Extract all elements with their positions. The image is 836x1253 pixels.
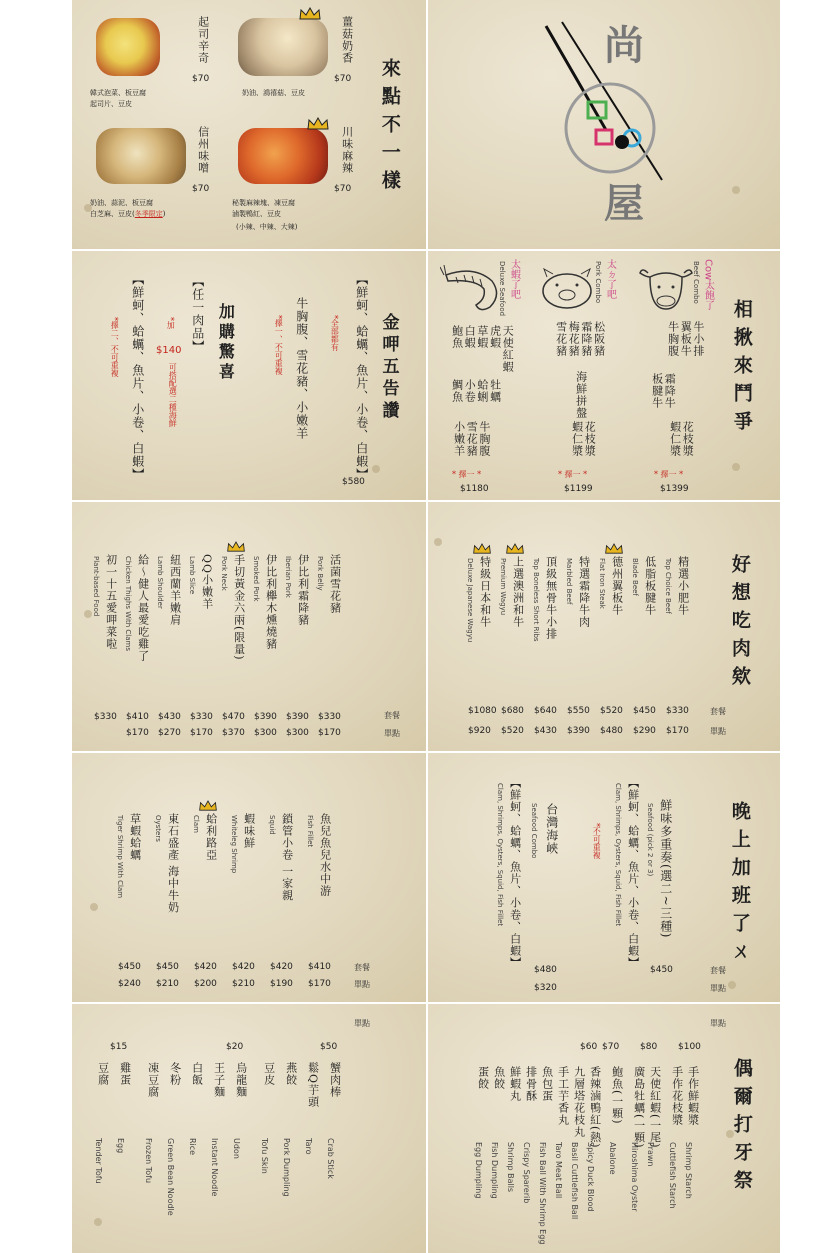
crown-icon	[298, 6, 322, 20]
group-price: $50	[320, 1042, 338, 1052]
price-set: $420	[232, 962, 255, 972]
menu-item-en: Spicy Duck Blood	[586, 1142, 596, 1212]
logo-char: 屋	[604, 180, 644, 227]
price-set: $640	[534, 706, 557, 716]
menu-item-en: Rice	[188, 1138, 198, 1156]
item-name: 川味麻辣	[340, 126, 354, 174]
group-price: $15	[110, 1042, 128, 1052]
menu-item-sub-en: Clam, Shrimps, Oysters, Squid, Fish Fillet	[614, 783, 623, 927]
crown-icon	[306, 116, 330, 130]
combo-meats: 牛胸腹 雪花豬 小嫩羊	[452, 421, 491, 457]
menu-item-name: 烏龍麵	[234, 1062, 248, 1098]
combo-seafood: 花枝漿 蝦仁漿	[668, 421, 695, 457]
price-set: $1080	[468, 706, 497, 716]
menu-item-en: Fish Dumpling	[490, 1142, 500, 1199]
section-title: 來點不一樣	[378, 58, 401, 198]
menu-item-name: 精選小肥牛	[676, 556, 690, 616]
menu-item-en: Smoked Pork	[252, 556, 261, 602]
menu-item-name: 特選霜降牛肉	[577, 556, 591, 628]
menu-item-en: Seafood (pick 2 or 3)	[646, 803, 655, 877]
menu-item-name: 凍豆腐	[146, 1062, 160, 1098]
item-desc: 白芝麻、豆皮(冬季限定)	[90, 210, 166, 218]
sichuan-spicy-photo	[238, 128, 328, 184]
price-set: $420	[270, 962, 293, 972]
price-single: $170	[126, 728, 149, 738]
menu-item-name: 初一十五愛呷菜啦	[104, 554, 118, 650]
price-set: $330	[318, 712, 341, 722]
menu-panel-sides	[72, 1004, 426, 1253]
menu-item-en: Tender Tofu	[94, 1138, 104, 1184]
crown-icon	[505, 540, 529, 554]
logo-char: 尚	[604, 22, 644, 69]
set-price: $580	[342, 477, 365, 487]
menu-item-name: 王子麵	[212, 1062, 226, 1098]
group-price: $100	[678, 1042, 701, 1052]
menu-item-en: Crab Stick	[326, 1138, 336, 1179]
header-single: 單點	[384, 729, 400, 738]
group-price: $60	[580, 1042, 598, 1052]
combo-seafood: 花枝漿 蝦仁漿	[570, 421, 597, 457]
menu-panel-combos	[428, 251, 780, 500]
menu-item-name: 草蝦蛤蠣	[128, 813, 142, 861]
item-price: $70	[334, 74, 352, 84]
menu-item-en: Top Boneless Short Ribs	[532, 558, 541, 642]
menu-item-en: Fish Fillet	[306, 815, 315, 848]
menu-panel-special-broths	[72, 0, 426, 249]
menu-item-en: Abalone	[608, 1142, 618, 1175]
group-price: $20	[226, 1042, 244, 1052]
price-set: $390	[254, 712, 277, 722]
item-desc: 奶油、蒜泥、板豆腐	[90, 199, 153, 207]
item-name: 薑菇奶香	[340, 16, 354, 64]
menu-item-en: Shrimp Balls	[506, 1142, 516, 1193]
item-price: $70	[192, 74, 210, 84]
price-single: $300	[254, 728, 277, 738]
menu-item-name: 德州翼板牛	[610, 556, 624, 616]
menu-item-name: 伊比利霜降豬	[296, 554, 310, 626]
menu-item-en: Basil Cuttlefish Ball	[570, 1142, 580, 1220]
menu-item-en: Seafood Combo	[530, 803, 539, 859]
combo-badge: 太ㄉ了吧	[604, 259, 616, 299]
menu-item-name: 頂級無骨牛小排	[544, 556, 558, 640]
menu-item-en: Crispy Sparerib	[522, 1142, 532, 1204]
menu-item-en: Top Choice Beef	[664, 558, 673, 614]
section-title: 好想吃肉欸	[728, 554, 751, 694]
addon-note: 可搭配選二種海鮮	[168, 363, 178, 427]
price-single: $170	[308, 979, 331, 989]
menu-item-name: 九層塔花枝丸	[572, 1066, 586, 1138]
set-note: *擇一、不可重複	[274, 315, 284, 375]
menu-item-name: 鮮蝦丸	[508, 1066, 522, 1102]
menu-item-en: Fish Ball With Shrimp Egg	[538, 1142, 548, 1245]
price-single: $210	[156, 979, 179, 989]
item-name: 起司辛奇	[196, 16, 210, 64]
price-set: $450	[118, 962, 141, 972]
menu-item-name: 鬆Q芋頭	[306, 1062, 320, 1109]
menu-item-name: 低脂板腱牛	[643, 556, 657, 616]
menu-item-name: 鮮味多重奏(選二~三種)	[658, 799, 673, 939]
menu-item-en: Whiteleg Shrimp	[230, 815, 239, 874]
menu-item-name: 香辣滷鴨紅(熱)	[588, 1066, 602, 1149]
crown-icon	[198, 797, 222, 811]
price-single: $210	[232, 979, 255, 989]
menu-item-en: Premium Wagyu	[499, 558, 508, 616]
menu-item-name: 伊比利櫸木燻燒豬	[264, 554, 278, 650]
combo-badge: 太蝦了吧	[508, 259, 520, 299]
menu-panel-extras	[428, 1004, 780, 1253]
menu-item-en: Frozen Tofu	[144, 1138, 154, 1184]
menu-item-en: Flat Iron Steak	[598, 558, 607, 609]
combo-seafood-2: 牡蠣 蛤蜊 小卷 鯛魚	[450, 379, 502, 403]
menu-item-name: 雞蛋	[118, 1062, 132, 1086]
menu-item-note: *不可重複	[592, 823, 602, 859]
menu-item-name: 冬粉	[168, 1062, 182, 1086]
menu-item-name: 台灣海峽	[544, 803, 559, 855]
menu-item-name: 燕餃	[284, 1062, 298, 1086]
section-title: 金呷五告讚	[378, 313, 399, 423]
combo-meats: 松阪豬 霜降豬 梅花豬 雪花豬	[554, 321, 606, 357]
price-set: $420	[194, 962, 217, 972]
combo-meats-2: 霜降牛 板腱牛	[650, 373, 677, 409]
menu-item-name: 活菌雪花豬	[328, 554, 342, 614]
price-set: $470	[222, 712, 245, 722]
price-single: $300	[286, 728, 309, 738]
combo-en: Deluxe Seafood	[498, 261, 507, 317]
item-desc: 秘製麻辣塊、凍豆腐	[232, 199, 295, 207]
menu-panel-seafood	[72, 753, 426, 1002]
item-desc: 起司片、豆皮	[90, 100, 132, 108]
menu-item-en: Plant-based Food	[92, 556, 101, 617]
price-single: $170	[190, 728, 213, 738]
menu-item-sub: 【鮮蚵、蛤蠣、魚片、小卷、白蝦】	[626, 777, 640, 969]
section-title: 偶爾打牙祭	[730, 1058, 753, 1198]
combo-note: * 擇一 *	[452, 470, 482, 479]
menu-panel-beef	[428, 502, 780, 751]
menu-item-name: 蛤利路亞	[204, 813, 218, 861]
crown-icon	[226, 538, 250, 552]
menu-item-name: 天使紅蝦(一尾)	[648, 1066, 662, 1149]
header-set: 套餐	[384, 711, 400, 720]
price-single: $430	[534, 726, 557, 736]
menu-item-name: 鎖管小卷 一家親	[280, 813, 294, 902]
menu-item-en: Lamb Shoulder	[156, 556, 165, 609]
menu-item-name: 手切黃金六兩(限量)	[232, 554, 246, 661]
menu-item-en: Green Bean Noodle	[166, 1138, 176, 1216]
menu-item-name: 魚兒魚兒水中游	[318, 813, 332, 897]
price-set: $680	[501, 706, 524, 716]
menu-item-en: Marbled Beef	[565, 558, 574, 605]
menu-item-name: 魚餃	[492, 1066, 506, 1090]
set-items: 【鮮蚵、蛤蠣、魚片、小卷、白蝦】	[354, 273, 369, 481]
item-desc: 韓式泡菜、板豆腐	[90, 89, 146, 97]
menu-panel-seafood-combo	[428, 753, 780, 1002]
menu-item-en: Taro Meat Ball	[554, 1142, 564, 1199]
menu-item-en: Tiger Shrimp With Clam	[116, 815, 125, 899]
menu-item-en: Iberian Pork	[284, 556, 293, 598]
combo-seafood: 天使紅蝦 虎蝦 草蝦 白蝦 鮑魚	[450, 325, 515, 373]
price-single: $520	[501, 726, 524, 736]
menu-item-en: Pork Belly	[316, 556, 325, 591]
price-single: $190	[270, 979, 293, 989]
price-single: $370	[222, 728, 245, 738]
price-set: $410	[308, 962, 331, 972]
menu-panel-pork-lamb	[72, 502, 426, 751]
price-set: $410	[126, 712, 149, 722]
crown-icon	[472, 540, 496, 554]
menu-item-en: Deluxe Japanese Wagyu	[466, 558, 475, 643]
menu-item-name: 魚包蛋	[540, 1066, 554, 1102]
menu-item-name: 蟹肉棒	[328, 1062, 342, 1098]
price-set: $390	[286, 712, 309, 722]
addon-note: *擇二、不可重複	[110, 317, 120, 377]
price-single: $200	[194, 979, 217, 989]
combo-note: * 擇一 *	[558, 470, 588, 479]
set-note: *全部都有	[330, 315, 340, 351]
combo-meats: 牛小排 翼板牛 牛胸腹	[666, 321, 705, 357]
menu-item-en: Instant Noodle	[210, 1138, 220, 1197]
menu-item-en: Clam	[192, 815, 201, 833]
price-set: $520	[600, 706, 623, 716]
price-set: $330	[190, 712, 213, 722]
cheese-kimchi-photo	[96, 18, 160, 76]
item-desc: (小辣、中辣、大辣)	[236, 223, 298, 231]
addon-note: *加	[166, 317, 176, 329]
section-title: 晚上加班了ㄨ	[728, 801, 751, 969]
header-single: 單點	[354, 980, 370, 989]
menu-item-name: 給～健人最愛吃雞了	[136, 554, 150, 662]
menu-item-en: Squid	[268, 815, 277, 835]
cow-icon	[638, 263, 694, 315]
combo-note: * 擇一 *	[654, 470, 684, 479]
shrimp-icon	[440, 265, 506, 315]
combo-price: $1399	[660, 484, 689, 494]
menu-item-name: 特級日本和牛	[478, 556, 492, 628]
mushroom-milk-photo	[238, 18, 328, 76]
combo-seafood-title: 海鮮拼盤	[574, 371, 588, 419]
addon-subtitle: 【任一肉品】	[190, 275, 205, 353]
menu-item-name: 手工芋香丸	[556, 1066, 570, 1126]
menu-item-name: 手作花枝漿	[670, 1066, 684, 1126]
menu-item-en: Pork Dumpling	[282, 1138, 292, 1197]
combo-price: $1180	[460, 484, 489, 494]
menu-item-en: Egg Dumpling	[474, 1142, 484, 1199]
menu-item-en: Chicken Thighs With Clams	[124, 556, 133, 652]
crown-icon	[604, 540, 628, 554]
menu-item-name: 東石盛產 海中牛奶	[166, 813, 180, 914]
menu-panel-set-580	[72, 251, 426, 500]
price-set: $480	[534, 965, 557, 975]
menu-item-name: 上選澳洲和牛	[511, 556, 525, 628]
menu-item-name: 豆腐	[96, 1062, 110, 1086]
header-set: 套餐	[710, 707, 726, 716]
group-price: $80	[640, 1042, 658, 1052]
menu-item-en: Lamb Slice	[188, 556, 197, 595]
header-single: 單點	[354, 1019, 370, 1028]
addon-set: 【鮮蚵、蛤蠣、魚片、小卷、白蝦】	[130, 273, 145, 481]
price-set: $330	[94, 712, 117, 722]
menu-item-en: Pork Neck	[220, 556, 229, 591]
menu-item-en: Blade Beef	[631, 558, 640, 596]
menu-item-name: QQ小嫩羊	[200, 554, 214, 611]
item-desc: 滷製鴨紅、豆皮	[232, 210, 281, 218]
header-single: 單點	[710, 727, 726, 736]
menu-item-sub-en: Clam, Shrimps, Oysters, Squid, Fish Fillet	[496, 783, 505, 927]
price-single: $170	[666, 726, 689, 736]
menu-item-en: Hiroshima Oyster	[630, 1142, 640, 1212]
item-price: $70	[192, 184, 210, 194]
menu-item-name: 廣島牡蠣(一顆)	[632, 1066, 646, 1149]
menu-item-en: Prawn	[646, 1142, 656, 1167]
menu-panel-logo	[428, 0, 780, 249]
addon-price: $140	[156, 345, 182, 356]
set-items: 牛胸腹、雪花豬、小嫩羊	[294, 297, 309, 440]
menu-item-name: 白飯	[190, 1062, 204, 1086]
price-set: $450	[633, 706, 656, 716]
menu-item-name: 豆皮	[262, 1062, 276, 1086]
price-set: $450	[650, 965, 673, 975]
price-single: $920	[468, 726, 491, 736]
price-set: $330	[666, 706, 689, 716]
price-set: $450	[156, 962, 179, 972]
group-price: $70	[602, 1042, 620, 1052]
price-single: $170	[318, 728, 341, 738]
menu-item-name: 蝦味鮮	[242, 813, 256, 849]
price-set: $430	[158, 712, 181, 722]
price-single: $240	[118, 979, 141, 989]
menu-item-en: Tofu Skin	[260, 1138, 270, 1174]
item-desc: 奶油、鴻禧菇、豆皮	[242, 89, 305, 97]
price-set: $550	[567, 706, 590, 716]
combo-en: Beef Combo	[692, 261, 701, 304]
combo-en: Pork Combo	[594, 261, 603, 304]
header-set: 套餐	[354, 963, 370, 972]
combo-price: $1199	[564, 484, 593, 494]
header-single: 單點	[710, 1019, 726, 1028]
header-single: 單點	[710, 984, 726, 993]
menu-item-en: Cuttlefish Starch	[668, 1142, 678, 1209]
menu-item-en: Taro	[304, 1138, 314, 1155]
combo-badge: Cow太飽了	[702, 259, 714, 311]
menu-item-name: 排骨酥	[524, 1066, 538, 1102]
menu-item-en: Egg	[116, 1138, 126, 1154]
price-single: $390	[567, 726, 590, 736]
menu-item-en: Oysters	[154, 815, 163, 842]
price-single: $480	[600, 726, 623, 736]
price-single: $270	[158, 728, 181, 738]
header-set: 套餐	[710, 966, 726, 975]
item-name: 信州味噌	[196, 126, 210, 174]
shinshu-miso-photo	[96, 128, 186, 184]
pig-icon	[538, 265, 596, 313]
menu-item-name: 蛋餃	[476, 1066, 490, 1090]
menu-item-sub: 【鮮蚵、蛤蠣、魚片、小卷、白蝦】	[508, 777, 522, 969]
menu-item-name: 紐西蘭羊嫩肩	[168, 554, 182, 626]
addon-title: 加購驚喜	[216, 303, 236, 383]
price-single: $320	[534, 983, 557, 993]
section-title: 相揪來鬥爭	[730, 299, 753, 439]
menu-item-name: 鮑魚(一顆)	[610, 1066, 624, 1125]
menu-item-name: 手作鮮蝦漿	[686, 1066, 700, 1126]
menu-item-en: Udon	[232, 1138, 242, 1159]
price-single: $290	[633, 726, 656, 736]
item-price: $70	[334, 184, 352, 194]
menu-item-en: Shrimp Starch	[684, 1142, 694, 1199]
